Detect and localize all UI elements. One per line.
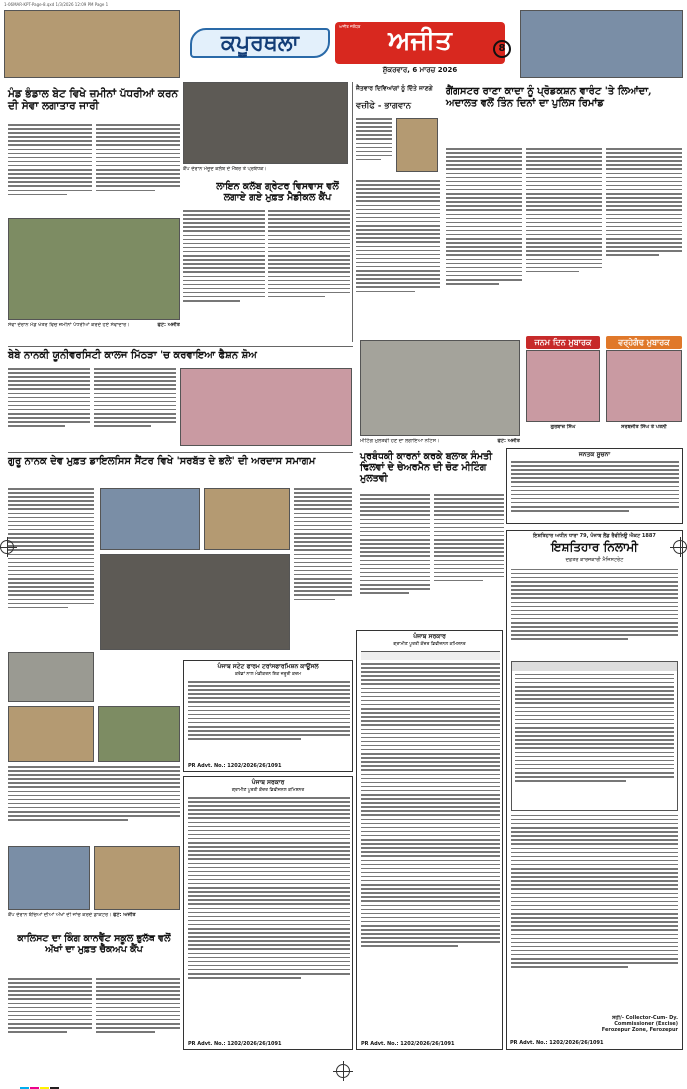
tender-2-adv: PR Advt. No.: 1202/2026/26/1091 [361,1041,455,1047]
story-8-caption-text: ਕੈਂਪ ਦੌਰਾਨ ਬੱਚਿਆਂ ਦੀਆਂ ਅੱਖਾਂ ਦੀ ਜਾਂਚ ਕਰਦੇ ਡਾਕਟਰ। [8,912,112,918]
story-5-photo [180,368,352,446]
tender-3-sub: ਗ੍ਰਾਮੀਣ ਪੂਰਤੀ ਕੇਂਦਰ ਡਿਵੀਜ਼ਨਲ ਕਮਿਸ਼ਨਰ [231,788,305,793]
section-rule [8,346,353,347]
tender-3-body [188,797,350,1033]
story-6-photo-3 [100,554,290,650]
tender-2 [356,630,503,1050]
story-8-caption [8,912,180,930]
anniversary-badge: ਵਰ੍ਹੇਗੰਢ ਮੁਬਾਰਕ [606,336,682,349]
auction-title: ਇਸ਼ਤਿਹਾਰ ਨਿਲਾਮੀ [551,540,638,554]
story-1-photo [8,218,180,320]
story-1-caption-text: ਸੇਵਾ ਦੌਰਾਨ ਮੰਡ ਖੇਤਰ ਵਿਚ ਜ਼ਮੀਨਾਂ ਪੱਧਰੀਆਂ ਕਰਦੇ ਹੋਏ ਸੇਵਾਦਾਰ। [8,322,130,328]
tender-1-sub: ਕਰੋਡਾਂ ਨਾਲ ਮੰਡੀਕਰਨ ਇਕ ਜ਼ਰੂਰੀ ਕਦਮ [234,672,302,677]
story-8-body-b [96,978,180,1050]
story-8-caption-credit: ਫੋਟੋ: ਅਜੀਤ [113,912,136,918]
column-rule [352,82,353,342]
anniversary-name: ਸਰਬਜੀਤ ਸਿੰਘ ਤੇ ਪਤਨੀ [621,424,667,430]
story-8-body-a [8,978,92,1050]
story-2-body-b [356,180,440,330]
story-6-photo-5 [8,706,94,762]
lions-photo [183,82,348,164]
header-photo-left [4,10,180,78]
story-4-body-a [183,210,265,330]
paper-name-box [335,22,505,64]
legal-notice-box [506,448,683,524]
tender-3 [183,776,353,1050]
auction-subtitle: ਇਸ਼ਤਿਹਾਰ ਅਧੀਨ ਧਾਰਾ 79, ਪੰਜਾਬ ਲੈਂਡ ਰੈਵੀਨਿਊ ਐਕਟ 1887 [533,533,656,539]
story-3-body-a [446,148,522,328]
auction-table [511,661,678,811]
edition-date: ਸ਼ੁੱਕਰਵਾਰ, 6 ਮਾਰਚ 2026 [382,66,458,74]
story-5-body-b [94,368,176,444]
legal-notice-body [511,461,679,519]
story-6-headline: ਗੁਰੂ ਨਾਨਕ ਦੇਵ ਮੁਫ਼ਤ ਡਾਇਲਸਿਸ ਸੈਂਟਰ ਵਿਖੇ 'ਸਰਬੱਤ ਦੇ ਭਲੇ' ਦੀ ਅਰਦਾਸ ਸਮਾਗਮ [8,456,316,467]
sign-caption-text: ਮੀਟਿੰਗ ਮੁਲਤਵੀ ਹੋਣ ਦਾ ਲਗਾਇਆ ਨੋਟਿਸ। [360,438,440,444]
tender-2-table [361,651,500,1031]
registration-mark-bottom [336,1064,350,1078]
anniversary-photo [606,350,682,422]
auction-adv-no: PR Advt. No.: 1202/2026/26/1091 [510,1040,604,1046]
story-1-caption-credit: ਫੋਟੋ: ਅਜੀਤ [157,322,180,328]
cmyk-bar [20,1079,60,1089]
paper-name: ਅਜੀਤ [388,26,452,56]
story-5-body-a [8,368,90,444]
story-3-headline: ਗੈਂਗਸਟਰ ਰਾਣਾ ਕਾਦਾ ਨੂੰ ਪ੍ਰੋਡਕਸ਼ਨ ਵਾਰੰਟ 'ਤੇ ਲਿਆਂਦਾ, ਅਦਾਲਤ ਵਲੋਂ ਤਿੰਨ ਦਿਨਾਂ ਦਾ ਪੁਲਿਸ ਰਿਮਾਂਡ [446,86,652,109]
story-7-headline: ਪ੍ਰਬੰਧਕੀ ਕਾਰਨਾਂ ਕਰਕੇ ਬਲਾਕ ਸੰਮਤੀ ਢਿਲਵਾਂ ਦੇ ਚੇਅਰਮੈਨ ਦੀ ਚੋਣ ਮੀਟਿੰਗ ਮੁਲਤਵੀ [360,451,493,484]
story-6-body-a [8,488,94,648]
story-7-body-b [434,494,504,624]
story-1-body-a [8,124,92,216]
tender-1-body [188,681,350,757]
story-8-photo-1 [8,846,90,910]
auction-notice [506,530,683,1050]
story-6-photo-4 [8,652,94,702]
story-7-body-a [360,494,430,624]
story-2-body-a [356,118,392,178]
story-2-portrait [396,118,438,172]
paper-tag: ਅਜੀਤ ਜਲੰਧਰ [339,24,361,29]
story-6-body-b [294,488,352,648]
tender-1-title: ਪੰਜਾਬ ਸਟੇਟ ਫਾਰਮ ਟਰਾਂਸਫਾਰਮਿਸ਼ਨ ਕਾਊਂਸਲ [217,663,319,670]
birthday-name: ਗੁਰਬਾਜ਼ ਸਿੰਘ [550,424,576,430]
auction-signoff: ਸਹੀ/- Collector-Cum- Dy. Commissioner (Excise) Ferozepur Zone, Ferozepur [601,1015,678,1033]
sign-caption [360,438,520,448]
city-name-box [190,28,330,58]
page-number: 8 [493,40,511,58]
birthday-photo [526,350,600,422]
tender-2-table-body [361,663,500,1033]
story-8-photo-2 [94,846,180,910]
story-4-body-b [268,210,350,330]
story-6-photo-2 [204,488,290,550]
header-photo-right [520,10,683,78]
tender-2-sub: ਗ੍ਰਾਮੀਣ ਪੂਰਤੀ ਕੇਂਦਰ ਡਿਵੀਜ਼ਨਲ ਕਮਿਸ਼ਨਰ [393,642,466,647]
story-2-headline: ਵਜ਼ੀਫੇ - ਭਾਗਵਾਨ [356,101,412,111]
story-1-body-b [96,124,180,216]
story-6-photo-1 [100,488,200,550]
city-name: ਕਪੂਰਥਲਾ [221,30,299,56]
page-slug: 1-06MAR-KPT-Page-8.qxd 1/3/2026 12:09 PM Page 1 [4,2,109,7]
story-6-photo-6 [98,706,180,762]
story-6-body-c [8,766,180,838]
registration-mark-left [0,540,14,554]
story-3-sign-photo [360,340,520,436]
tender-1-adv: PR Advt. No.: 1202/2026/26/1091 [188,763,282,769]
tender-2-title: ਪੰਜਾਬ ਸਰਕਾਰ [413,633,446,640]
legal-notice-title: ਜਨਤਕ ਸੂਚਨਾ [578,451,611,458]
tender-3-title: ਪੰਜਾਬ ਸਰਕਾਰ [251,779,285,786]
auction-office: ਦਫ਼ਤਰ ਕਾਰਜਕਾਰੀ ਮੈਜਿਸਟਰੇਟ [565,556,624,563]
story-1-headline: ਮੰਡ ਭੰਡਾਲ ਬੇਟ ਵਿਖੇ ਜ਼ਮੀਨਾਂ ਪੱਧਰੀਆਂ ਕਰਨ ਦੀ ਸੇਵਾ ਲਗਾਤਾਰ ਜਾਰੀ [8,88,179,113]
story-3-body-b [526,148,602,328]
tender-1 [183,660,353,772]
registration-mark-right [673,540,687,554]
auction-terms [511,815,678,1015]
story-8-headline: ਕਾਲਿਸਟ ਦਾ ਕਿੰਗ ਕਾਨਵੈਂਟ ਸਕੂਲ ਭੁਲੱਥ ਵਲੋਂ ਅੱਖਾਂ ਦਾ ਮੁਫ਼ਤ ਚੈੱਕਅਪ ਕੈਂਪ [17,933,171,955]
auction-table-body [515,674,674,810]
sign-caption-credit: ਫੋਟੋ: ਅਜੀਤ [497,438,520,444]
masthead [180,20,510,76]
story-3-body-c [606,148,682,308]
story-2-kicker: ਜੈਤਵਾਰ ਦਿਵਿਆਂਗਾਂ ਨੂੰ ਦਿੱਤੇ ਜਾਣਗੇ [356,85,433,92]
auction-intro [511,569,678,659]
story-5-headline: ਬੇਬੇ ਨਾਨਕੀ ਯੂਨੀਵਰਸਿਟੀ ਕਾਲਜ ਮਿੱਠੜਾ 'ਚ ਕਰਵਾਇਆ ਫੈਸ਼ਨ ਸ਼ੋਅ [8,350,257,361]
section-rule-2 [8,452,353,453]
birthday-badge: ਜਨਮ ਦਿਨ ਮੁਬਾਰਕ [526,336,600,349]
story-1-caption [8,322,180,342]
tender-3-adv: PR Advt. No.: 1202/2026/26/1091 [188,1041,282,1047]
story-4-headline: ਲਾਇਨ ਕਲੱਬ ਗ੍ਰੇਟਰ ਵਿਸਵਾਸ ਵਲੋਂ ਲਗਾਏ ਗਏ ਮੁਫ਼ਤ ਮੈਡੀਕਲ ਕੈਂਪ [216,181,339,203]
lions-caption: ਕੈਂਪ ਦੌਰਾਨ ਮੌਜੂਦ ਕਲੱਬ ਦੇ ਮੈਂਬਰ ਤੇ ਪ੍ਰਬੰਧਕ। [183,166,267,172]
